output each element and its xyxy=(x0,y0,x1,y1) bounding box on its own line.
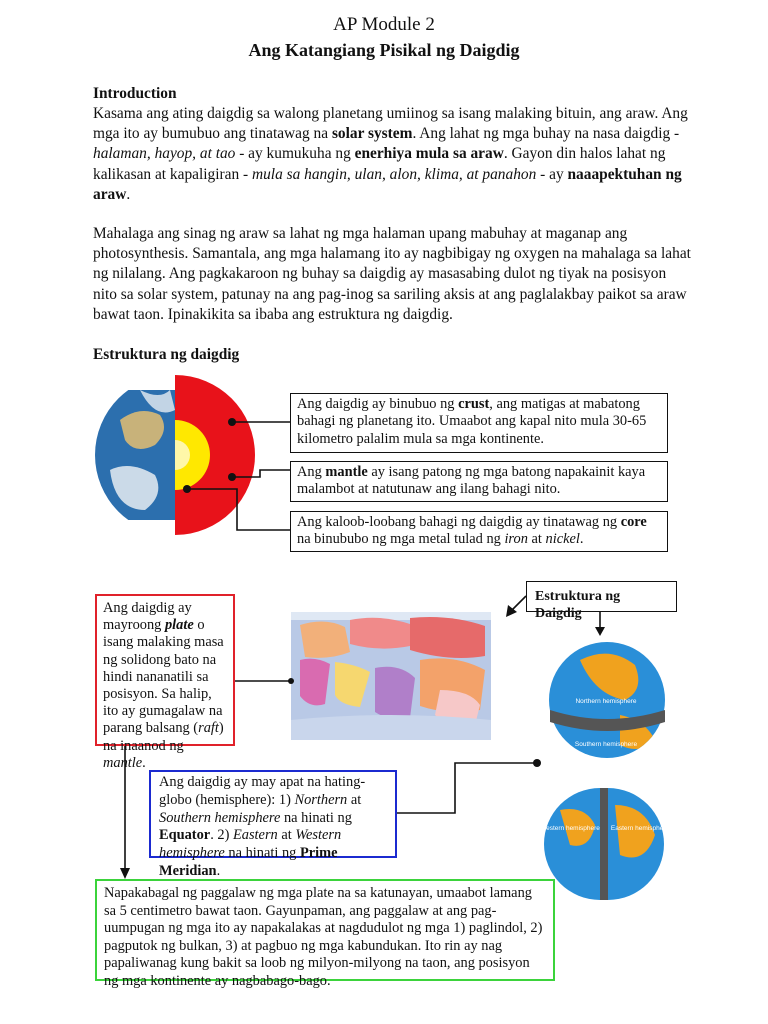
globe-northern-southern xyxy=(549,642,665,758)
plate-description-box: Ang daigdig ay mayroong plate o isang malaking masa ng solidong bato na hindi nananatili sa posisyon. Sa halip, ito ay gumagalaw na parang balsang (raft) na inaanod ng mantle. xyxy=(95,594,235,746)
globe-eastern-western xyxy=(540,788,669,900)
crust-dot xyxy=(228,418,236,426)
tectonic-plate-map xyxy=(291,612,491,740)
mantle-dot xyxy=(228,473,236,481)
eastern-label: Eastern hemisphere xyxy=(610,825,670,832)
document-title: AP Module 2 xyxy=(333,14,435,35)
core-description-box: Ang kaloob-loobang bahagi ng daigdig ay tinatawag ng core na binububo ng mga metal tulad ng iron at nickel. xyxy=(290,511,668,552)
earth-cross-section xyxy=(95,375,255,535)
structure-heading: Estruktura ng daigdig xyxy=(93,346,240,363)
document-subtitle: Ang Katangiang Pisikal ng Daigdig xyxy=(248,40,520,60)
plate-movement-box: Napakabagal ng paggalaw ng mga plate na sa katunayan, umaabot lamang sa 5 centimetro bawat taon. Gayunpaman, ang paggalaw at ang pag-uumpugan ng mga ito ay napakalakas at nagdudulot ng mga 1) paglindol, 2) pagputok ng bulkan, 3) at pagbuo ng mga kabundukan. Ito rin ay nag papaliwanag kung bakit sa loob ng milyon-milyong na taon, ang posisyon ng mga kontinente ay nagbabago-bago. xyxy=(95,879,555,981)
structure-label-box: Estruktura ng Daigdig xyxy=(526,581,677,612)
mantle-description-box: Ang mantle ay isang patong ng mga batong napakainit kaya malambot at natutunaw ang ilang bahagi nito. xyxy=(290,461,668,502)
sunlight-paragraph: Mahalaga ang sinag ng araw sa lahat ng mga halaman upang mabuhay at maganap ang photosynthesis. Samantala, ang mga halamang ito ay nagbibigay ng oxygen na mahalaga sa lahat ng nilalang. Ang pagkakaroon ng buhay sa daigdig ay masasabing dulot ng tiyak na posisyon nito sa solar system, patunay na ang pag-inog sa sariling aksis at ang paglalakbay paikot sa araw bawat taon. Ipinakikita sa ibaba ang estruktura ng daigdig. xyxy=(93,225,691,323)
hemisphere-description-box: Ang daigdig ay may apat na hating-globo (hemisphere): 1) Northern at Southern hemisphere na hinati ng Equator. 2) Eastern at Western hemisphere na hinati ng Prime Meridian. xyxy=(149,770,397,858)
southern-label: Southern hemisphere xyxy=(574,741,638,748)
western-label: Western hemisphere xyxy=(540,825,600,832)
crust-description-box: Ang daigdig ay binubuo ng crust, ang matigas at mabatong bahagi ng planetang ito. Umaabot ang kapal nito mula 30-65 kilometro palalim mula sa mga kontinente. xyxy=(290,393,668,453)
northern-label: Northern hemisphere xyxy=(575,698,637,705)
introduction-heading: Introduction xyxy=(93,85,177,102)
arrow-head-label-down xyxy=(595,627,605,636)
core-dot xyxy=(183,485,191,493)
arrow-head-movement xyxy=(120,868,130,879)
introduction-paragraph: Kasama ang ating daigdig sa walong planetang umiinog sa isang malaking bituin, ang araw. Ang mga ito ay bumubuo ang tinatawag na solar system. Ang lahat ng mga buhay na nasa daigdig - halaman, hayop, at tao - ay kumukuha ng enerhiya mula sa araw. Gayon din halos lahat ng kalikasan at kapaligiran - mula sa hangin, ulan, alon, klima, at panahon - ay naaapektuhan ng araw. xyxy=(93,105,688,203)
